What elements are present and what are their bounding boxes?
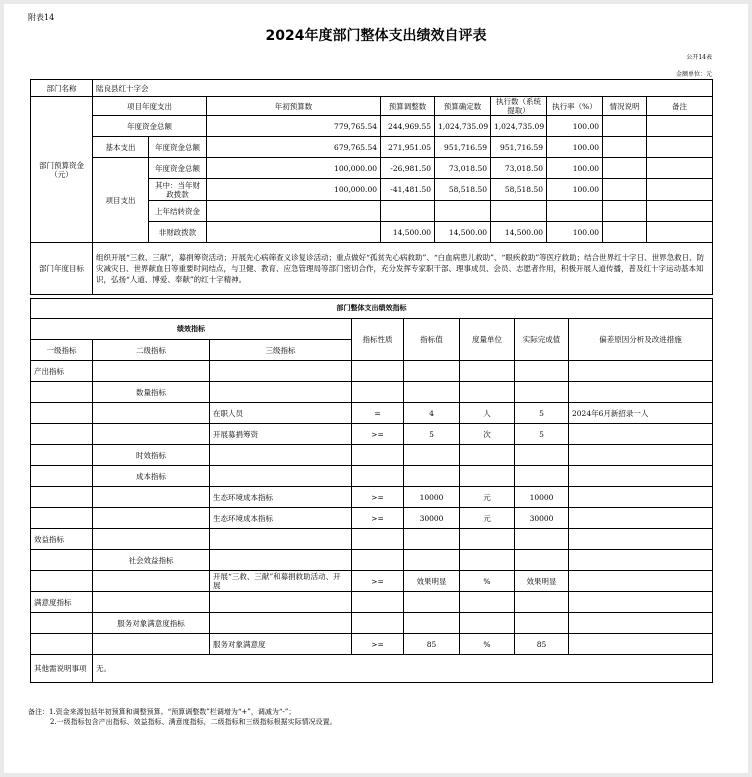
basic-remarks	[647, 137, 713, 158]
indicator-unit	[460, 613, 515, 634]
basic-expense-label: 基本支出	[93, 137, 149, 158]
proj-row-initial: 100,000.00	[207, 158, 381, 179]
total-confirmed: 1,024,735.09	[435, 116, 491, 137]
indicator-level2	[93, 487, 210, 508]
indicator-level3: 在职人员	[210, 403, 352, 424]
indicator-actual	[515, 361, 569, 382]
indicator-row	[31, 571, 713, 592]
indicator-level3	[210, 445, 352, 466]
indicator-row	[31, 634, 713, 655]
indicator-value	[404, 361, 460, 382]
proj-row-rate	[547, 201, 603, 222]
indicator-level3	[210, 613, 352, 634]
indicator-level2: 服务对象满意度指标	[93, 613, 210, 634]
proj-row-remarks	[647, 222, 713, 243]
indicator-actual: 5	[515, 424, 569, 445]
proj-row-initial	[207, 222, 381, 243]
project-expense-label: 项目支出	[93, 158, 149, 243]
indicator-level2	[93, 403, 210, 424]
indicator-unit	[460, 466, 515, 487]
indicator-nature	[352, 466, 404, 487]
proj-row-rate: 100.00	[547, 222, 603, 243]
indicator-row	[31, 382, 713, 403]
indicator-level3	[210, 361, 352, 382]
indicator-deviation: 2024年6月新招录一人	[569, 403, 713, 424]
indicator-level3	[210, 529, 352, 550]
col-actual: 实际完成值	[515, 319, 569, 361]
total-adjust: 244,969.55	[381, 116, 435, 137]
proj-row-explanation	[603, 158, 647, 179]
indicator-level2	[93, 571, 210, 592]
indicator-row	[31, 550, 713, 571]
proj-row-label: 其中：当年财政拨款	[149, 179, 207, 201]
proj-row-adjust: 14,500.00	[381, 222, 435, 243]
publication-number: 公开14表	[686, 54, 712, 61]
indicator-level3	[210, 592, 352, 613]
proj-row-executed	[491, 201, 547, 222]
indicator-value	[404, 445, 460, 466]
indicator-nature: >=	[352, 571, 404, 592]
indicator-level1: 产出指标	[31, 361, 93, 382]
footnote-1: 备注：1.资金来源包括年初预算和调整预算。“预算调整数”栏调增为“+”，调减为“-”；	[28, 708, 296, 716]
proj-row-initial	[207, 201, 381, 222]
proj-row-explanation	[603, 179, 647, 201]
indicator-level1	[31, 445, 93, 466]
indicator-row	[31, 424, 713, 445]
proj-row-label: 年度资金总额	[149, 158, 207, 179]
indicator-row	[31, 529, 713, 550]
indicator-level1: 效益指标	[31, 529, 93, 550]
indicator-level2	[93, 361, 210, 382]
indicator-deviation	[569, 634, 713, 655]
proj-row-remarks	[647, 201, 713, 222]
indicator-actual: 85	[515, 634, 569, 655]
header-executed: 执行数（系统提取）	[491, 97, 547, 116]
col-indicator-nature: 指标性质	[352, 319, 404, 361]
indicator-row	[31, 403, 713, 424]
header-adjustment: 预算调整数	[381, 97, 435, 116]
indicator-row	[31, 466, 713, 487]
indicator-unit: 人	[460, 403, 515, 424]
indicator-actual: 30000	[515, 508, 569, 529]
proj-row-explanation	[603, 222, 647, 243]
indicator-deviation	[569, 424, 713, 445]
indicator-deviation	[569, 613, 713, 634]
col-level2: 二级指标	[93, 340, 210, 361]
indicator-nature	[352, 445, 404, 466]
indicator-nature	[352, 382, 404, 403]
indicator-value: 5	[404, 424, 460, 445]
indicator-level3: 开展募捐筹资	[210, 424, 352, 445]
total-remarks	[647, 116, 713, 137]
proj-row-confirmed: 14,500.00	[435, 222, 491, 243]
indicator-unit	[460, 361, 515, 382]
indicator-deviation	[569, 550, 713, 571]
col-unit: 度量单位	[460, 319, 515, 361]
indicator-actual	[515, 613, 569, 634]
dept-name-label: 部门名称	[31, 80, 93, 97]
indicator-nature: >=	[352, 634, 404, 655]
indicator-level1	[31, 571, 93, 592]
budget-table	[30, 79, 713, 295]
indicator-level2	[93, 634, 210, 655]
col-indicator-value: 指标值	[404, 319, 460, 361]
indicator-level1: 满意度指标	[31, 592, 93, 613]
indicator-nature	[352, 529, 404, 550]
indicator-level1	[31, 508, 93, 529]
currency-unit: 金额单位：元	[675, 71, 712, 78]
total-label: 年度资金总额	[93, 116, 207, 137]
indicator-value	[404, 529, 460, 550]
basic-initial: 679,765.54	[207, 137, 381, 158]
indicator-nature: >=	[352, 424, 404, 445]
total-initial: 779,765.54	[207, 116, 381, 137]
proj-row-explanation	[603, 201, 647, 222]
indicator-level1	[31, 466, 93, 487]
indicator-level2	[93, 508, 210, 529]
perf-section-title: 部门整体支出绩效指标	[31, 299, 713, 319]
indicator-row	[31, 592, 713, 613]
indicator-value	[404, 592, 460, 613]
indicator-level1	[31, 613, 93, 634]
indicator-deviation	[569, 508, 713, 529]
indicator-level2: 社会效益指标	[93, 550, 210, 571]
indicator-row	[31, 361, 713, 382]
indicator-nature	[352, 592, 404, 613]
attachment-label: 附表14	[28, 13, 55, 22]
indicator-level2: 数量指标	[93, 382, 210, 403]
basic-explanation	[603, 137, 647, 158]
basic-adjust: 271,951.05	[381, 137, 435, 158]
indicator-actual	[515, 529, 569, 550]
proj-row-executed: 73,018.50	[491, 158, 547, 179]
indicator-value	[404, 382, 460, 403]
indicator-nature: >=	[352, 487, 404, 508]
indicator-level1	[31, 634, 93, 655]
perf-group-title: 绩效指标	[31, 319, 352, 340]
indicator-actual	[515, 592, 569, 613]
perf-rows	[31, 361, 713, 655]
indicator-nature	[352, 613, 404, 634]
indicator-unit: 元	[460, 487, 515, 508]
indicator-deviation	[569, 571, 713, 592]
indicator-level2: 成本指标	[93, 466, 210, 487]
indicator-level3: 生态环境成本指标	[210, 508, 352, 529]
basic-executed: 951,716.59	[491, 137, 547, 158]
header-remarks: 备注	[647, 97, 713, 116]
indicator-actual: 5	[515, 403, 569, 424]
indicator-level1	[31, 487, 93, 508]
proj-row-adjust: -26,981.50	[381, 158, 435, 179]
indicator-level2	[93, 592, 210, 613]
indicator-value: 效果明显	[404, 571, 460, 592]
basic-sub-label: 年度资金总额	[149, 137, 207, 158]
header-project-expense: 项目年度支出	[93, 97, 207, 116]
indicator-level3: 开展“三救、三献”和募捐救助活动、开展	[210, 571, 352, 592]
indicator-level1	[31, 382, 93, 403]
other-matters-label: 其他需说明事项	[31, 655, 93, 683]
col-level3: 三级指标	[210, 340, 352, 361]
proj-row-label: 非财政拨款	[149, 222, 207, 243]
indicator-level1	[31, 424, 93, 445]
indicator-level3: 生态环境成本指标	[210, 487, 352, 508]
header-confirmed: 预算确定数	[435, 97, 491, 116]
indicator-nature	[352, 361, 404, 382]
footnote-2: 2.一级指标包含产出指标、效益指标、满意度指标，二级指标和三级指标根据实际情况设置。	[50, 718, 337, 726]
proj-row-confirmed	[435, 201, 491, 222]
indicator-value: 30000	[404, 508, 460, 529]
indicator-level2	[93, 529, 210, 550]
dept-name-value: 陆良县红十字会	[93, 80, 713, 97]
annual-goal-text: 组织开展“三救、三献”，募捐筹资活动；开展先心病筛查义诊复诊活动；重点做好“孤贫先心病救助”、“白血病患儿救助”、“眼疾救助”等医疗救助；结合世界红十字日、世界急救日、防灾减灾日、世界献血日等重要时间结点，与卫健、教育、应急管理局等部门密切合作，充分发挥专家职干部、理事成员、会员、志愿者作用，积极开展人道传播，普及红十字运动基本知识，弘扬“人道、博爱、奉献”的红十字精神。	[93, 243, 713, 295]
indicator-level3	[210, 382, 352, 403]
indicator-unit: 次	[460, 424, 515, 445]
proj-row-label: 上年结转资金	[149, 201, 207, 222]
indicator-actual: 10000	[515, 487, 569, 508]
indicator-actual: 效果明显	[515, 571, 569, 592]
indicator-level3	[210, 550, 352, 571]
indicator-deviation	[569, 487, 713, 508]
indicator-value	[404, 550, 460, 571]
basic-confirmed: 951,716.59	[435, 137, 491, 158]
indicator-deviation	[569, 592, 713, 613]
indicator-level2: 时效指标	[93, 445, 210, 466]
performance-table	[30, 298, 713, 683]
indicator-deviation	[569, 445, 713, 466]
indicator-value	[404, 466, 460, 487]
indicator-row	[31, 508, 713, 529]
indicator-value	[404, 613, 460, 634]
indicator-value: 4	[404, 403, 460, 424]
indicator-deviation	[569, 382, 713, 403]
indicator-level1	[31, 403, 93, 424]
indicator-actual	[515, 550, 569, 571]
total-executed: 1,024,735.09	[491, 116, 547, 137]
annual-goal-label: 部门年度目标	[31, 243, 93, 295]
total-rate: 100.00	[547, 116, 603, 137]
indicator-nature: >=	[352, 508, 404, 529]
indicator-actual	[515, 382, 569, 403]
indicator-level3	[210, 466, 352, 487]
proj-row-executed: 14,500.00	[491, 222, 547, 243]
basic-rate: 100.00	[547, 137, 603, 158]
indicator-row	[31, 613, 713, 634]
col-deviation: 偏差原因分析及改进措施	[569, 319, 713, 361]
proj-row-confirmed: 58,518.50	[435, 179, 491, 201]
proj-row-executed: 58,518.50	[491, 179, 547, 201]
indicator-level3: 服务对象满意度	[210, 634, 352, 655]
indicator-deviation	[569, 466, 713, 487]
total-explanation	[603, 116, 647, 137]
indicator-nature: =	[352, 403, 404, 424]
proj-row-rate: 100.00	[547, 179, 603, 201]
indicator-level1	[31, 550, 93, 571]
header-explanation: 情况说明	[603, 97, 647, 116]
header-exec-rate: 执行率（%）	[547, 97, 603, 116]
proj-row-remarks	[647, 158, 713, 179]
indicator-unit	[460, 550, 515, 571]
proj-row-adjust: -41,481.50	[381, 179, 435, 201]
indicator-row	[31, 445, 713, 466]
indicator-unit: %	[460, 571, 515, 592]
indicator-value: 85	[404, 634, 460, 655]
indicator-unit	[460, 529, 515, 550]
proj-row-remarks	[647, 179, 713, 201]
indicator-actual	[515, 466, 569, 487]
col-level1: 一级指标	[31, 340, 93, 361]
header-initial-budget: 年初预算数	[207, 97, 381, 116]
indicator-level2	[93, 424, 210, 445]
proj-row-confirmed: 73,018.50	[435, 158, 491, 179]
other-matters-value: 无。	[93, 655, 713, 683]
indicator-row	[31, 487, 713, 508]
indicator-unit	[460, 445, 515, 466]
budget-group-label: 部门预算资金（元）	[31, 97, 93, 243]
proj-row-rate: 100.00	[547, 158, 603, 179]
indicator-actual	[515, 445, 569, 466]
indicator-unit: %	[460, 634, 515, 655]
indicator-unit	[460, 382, 515, 403]
proj-row-adjust	[381, 201, 435, 222]
document-title: 2024年度部门整体支出绩效自评表	[265, 28, 487, 44]
indicator-value: 10000	[404, 487, 460, 508]
indicator-unit	[460, 592, 515, 613]
indicator-deviation	[569, 529, 713, 550]
indicator-nature	[352, 550, 404, 571]
indicator-unit: 元	[460, 508, 515, 529]
indicator-deviation	[569, 361, 713, 382]
proj-row-initial: 100,000.00	[207, 179, 381, 201]
